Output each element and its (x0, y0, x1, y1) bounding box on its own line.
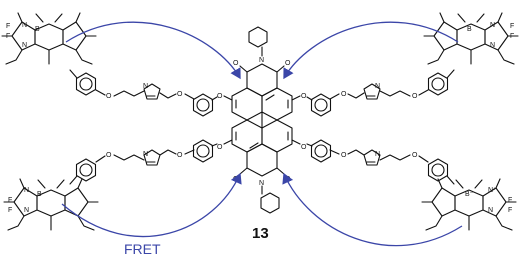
arm-upper-left (2, 13, 217, 116)
imide-n-bottom: N (259, 180, 265, 187)
fluorine-lr-2: F (508, 207, 513, 214)
perylene-core (217, 27, 307, 213)
ether-o-ur-2: O (412, 93, 418, 100)
boron-ll: B (37, 191, 42, 198)
ether-o-lr-1: O (341, 152, 347, 159)
bay-o-1: O (217, 93, 223, 100)
triazole-n-ur: N (375, 83, 381, 90)
arrow-upper-left (66, 22, 240, 78)
fluorine-ul-2: F (6, 33, 11, 40)
triazole-n-ul: N (143, 83, 149, 90)
fluorine-ur-1: F (510, 23, 515, 30)
fluorine-ur-2: F (510, 33, 515, 40)
bay-o-2: O (301, 93, 307, 100)
ether-o-ll-2: O (106, 152, 112, 159)
nitrogen-ur-1: N (490, 22, 496, 29)
arm-lower-left (4, 140, 217, 230)
carbonyl-o-1: O (233, 60, 239, 67)
ether-o-ur-1: O (341, 91, 347, 98)
triazole-n-ll: N (143, 151, 149, 158)
nitrogen-ll-2: N (24, 207, 30, 214)
nitrogen-lr-2: N (488, 207, 494, 214)
nitrogen-ul-1: N (22, 22, 28, 29)
carbonyl-o-4: O (285, 176, 291, 183)
fluorine-ll-1: F (8, 197, 13, 204)
fluorine-ll-2: F (8, 207, 13, 214)
fret-label: FRET (124, 241, 161, 257)
arm-lower-right (307, 140, 516, 230)
arrow-lower-left (62, 174, 240, 237)
ether-o-ll-1: O (177, 152, 183, 159)
boron-lr: B⁻ (465, 191, 474, 198)
nitrogen-ll-1: N (24, 187, 30, 194)
ether-o-ul-1: O (177, 91, 183, 98)
nitrogen-lr-1: N⁺ (488, 187, 497, 194)
triazole-n-lr: N (375, 151, 381, 158)
ether-o-ul-2: O (106, 93, 112, 100)
carbonyl-o-3: O (233, 176, 239, 183)
imide-n-top: N (259, 57, 265, 64)
nitrogen-ul-2: N (22, 42, 28, 49)
boron-ur: B (467, 26, 472, 33)
nitrogen-ur-2: N (490, 42, 496, 49)
arm-upper-right (307, 13, 518, 116)
arrow-lower-right (284, 174, 462, 246)
boron-ul: B (35, 26, 40, 33)
bay-o-3: O (217, 144, 223, 151)
ether-o-lr-2: O (412, 152, 418, 159)
fluorine-lr-1: F (508, 197, 513, 204)
arrow-upper-right (284, 22, 458, 78)
bay-o-4: O (301, 144, 307, 151)
fluorine-ul-1: F (6, 23, 11, 30)
compound-number: 13 (252, 225, 269, 242)
carbonyl-o-2: O (285, 60, 291, 67)
